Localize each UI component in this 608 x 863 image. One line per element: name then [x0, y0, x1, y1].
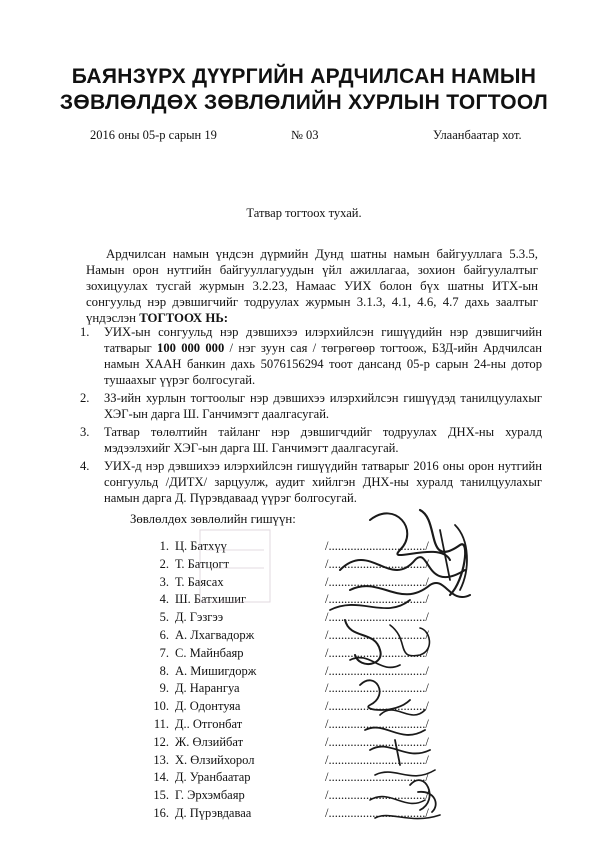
signature-line: /.............................../: [325, 610, 429, 625]
member-number: 7.: [159, 645, 169, 660]
member-name: Д. Гэзгээ: [175, 610, 224, 625]
member-number: 1.: [159, 539, 169, 553]
member-number: 5.: [159, 610, 169, 625]
resolution-number: 1.: [80, 325, 90, 339]
member-number: 8.: [159, 663, 169, 678]
member-name: Ш. Батхишиг: [175, 592, 247, 607]
signature-heading: Зөвлөлдөх зөвлөлийн гишүүн:: [130, 512, 296, 526]
document-number: № 03: [291, 128, 319, 142]
member-name: Г. Эрхэмбаяр: [175, 788, 245, 803]
member-name: Т. Баясах: [175, 574, 224, 589]
member-name: А. Мишигдорж: [175, 663, 257, 678]
signature-line: /.............................../: [325, 734, 429, 749]
signature-line: /.............................../: [325, 663, 429, 678]
member-number: 11.: [153, 716, 169, 731]
signature-line: /.............................../: [325, 805, 429, 820]
member-number: 9.: [159, 681, 169, 696]
faint-stamp: [196, 520, 276, 610]
signature-line: /.............................../: [325, 627, 429, 642]
document-date: 2016 оны 05-р сарын 19: [90, 128, 217, 142]
document-title-line-2: ЗӨВЛӨЛДӨХ ЗӨВЛӨЛИЙН ХУРЛЫН ТОГТООЛ: [59, 91, 549, 114]
member-name: Х. Өлзийхорол: [175, 752, 255, 767]
member-name: Ц. Батхүү: [175, 539, 227, 553]
resolution-text: УИХ-ын сонгуульд нэр дэвшихээ илэрхийлсэн гишүүдийн нэр дэвшигчийн татварыг: [104, 325, 542, 355]
member-name: Д. Одонтуяа: [175, 699, 241, 714]
signature-line: /.............................../: [325, 574, 429, 589]
intro-paragraph: [86, 246, 538, 326]
resolution-text: ЗЗ-ийн хурлын тогтоолыг нэр дэвшихээ илэрхийлсэн гишүүдэд танилцуулахыг ХЭГ-ын дарга Ш. Ганчимэгт даалгасугай.: [104, 391, 542, 421]
resolution-text: УИХ-д нэр дэвшихээ илэрхийлсэн гишүүдийн татварыг 2016 оны орон нутгийн сонгуульд /ДИТХ/ зарцуулж, аудит хийлгэн ДНХ-ны хуралд танилцуулахыг намын дарга Д. Пүрэвдаваад үүрэг болгосугай.: [104, 459, 542, 505]
resolution-item: [80, 458, 542, 506]
document-title-line-1: БАЯНЗҮРХ ДҮҮРГИЙН АРДЧИЛСАН НАМЫН: [71, 65, 537, 88]
member-name: Т. Батцогт: [175, 556, 230, 571]
member-name: С. Майнбаяр: [175, 645, 244, 660]
signature-line: /.............................../: [325, 681, 429, 696]
signature-line: /.............................../: [325, 752, 429, 767]
resolution-text-continued: / нэг зуун сая / төгрөгөөр тогтоож, БЗД-ийн Ардчилсан намын ХААН банкин дахь 5076156294 тоот дансанд 05-р сарын 24-ны дотор тушаахыг үүрэг болгосугай.: [104, 341, 543, 387]
member-number: 13.: [153, 752, 169, 767]
resolution-number: 4.: [80, 459, 90, 473]
resolution-number: 2.: [80, 391, 90, 405]
signature-line: /.............................../: [325, 556, 429, 571]
member-number: 6.: [159, 627, 169, 642]
resolution-number: 3.: [80, 425, 90, 439]
member-number: 16.: [153, 805, 169, 820]
member-name: А. Лхагвадорж: [175, 627, 255, 642]
intro-text: Ардчилсан намын үндсэн дүрмийн Дунд шатны намын байгууллага 5.3.5, Намын орон нутгийн байгууллагуудын үйл ажиллагаа, зохион байгуулалтыг зохицуулах тусгай журмын 3.2.23, Намаас УИХ болон бүх шатны ИТХ-ын сонгуульд нэр дэвшигчийг тодруулах журмын 3.1.3, 4.1, 4.6, 4.7 дахь заалтыг үндэслэн: [86, 247, 538, 325]
signature-line: /.............................../: [325, 592, 429, 607]
signature-line: /.............................../: [325, 539, 429, 553]
signature-line: /.............................../: [325, 788, 429, 803]
signature-line: /.............................../: [325, 645, 429, 660]
intro-bold: ТОГТООХ НЬ:: [139, 311, 229, 325]
member-number: 3.: [159, 574, 169, 589]
member-name: Д. Пүрэвдаваа: [175, 805, 252, 820]
document-location: Улаанбаатар хот.: [433, 128, 522, 142]
document-subject: Татвар тогтоох тухай.: [246, 206, 362, 220]
signature-line: /.............................../: [325, 699, 429, 714]
member-name: Д. Нарангуа: [175, 681, 240, 696]
member-name: Ж. Өлзийбат: [175, 734, 244, 749]
member-number: 4.: [159, 592, 169, 607]
member-number: 14.: [153, 770, 169, 785]
resolution-item: [80, 390, 542, 422]
member-number: 12.: [153, 734, 169, 749]
member-name: Д. Уранбаатар: [175, 770, 251, 785]
resolution-item: [80, 324, 543, 388]
resolution-text: Татвар төлөлтийн тайланг нэр дэвшигчдийг тодруулах ДНХ-ны хуралд мэдээлэхийг ХЭГ-ын дарга Ш. Ганчимэгт даалгасугай.: [104, 425, 542, 455]
resolution-amount: 100 000 000: [157, 341, 225, 355]
member-number: 2.: [159, 556, 169, 571]
resolution-item: [80, 424, 542, 456]
signature-line: /.............................../: [325, 716, 429, 731]
member-name: Д.. Отгонбат: [175, 716, 243, 731]
resolution-list: [80, 324, 543, 508]
signature-line: /.............................../: [325, 770, 429, 785]
member-number: 10.: [153, 699, 169, 714]
member-number: 15.: [153, 788, 169, 803]
handwritten-signatures: [300, 500, 490, 830]
